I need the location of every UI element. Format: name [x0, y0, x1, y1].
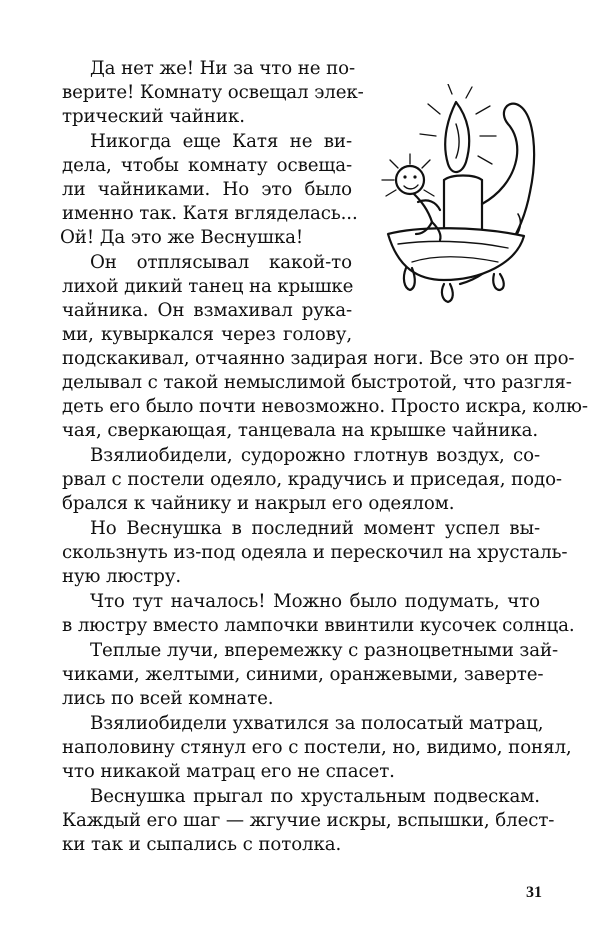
text-line: Каждый его шаг — жгучие искры, вспышки, блест-: [62, 810, 555, 831]
text-line: Веснушка прыгал по хрустальным подвескам.: [90, 786, 540, 807]
text-line: наполовину стянул его с постели, но, видимо, понял,: [62, 737, 572, 758]
text-line: Да нет же! Ни за что не по-: [90, 58, 356, 79]
text-line: брался к чайнику и накрыл его одеялом.: [62, 493, 455, 514]
text-line: делывал с такой немыслимой быстротой, что разгля-: [62, 372, 572, 393]
text-line: Он отплясывал какой-то: [90, 252, 352, 273]
text-line: рвал с постели одеяло, крадучись и приседая, подо-: [62, 469, 562, 490]
text-line: именно так. Катя вгляделась...: [62, 203, 358, 224]
text-line: ную люстру.: [62, 566, 182, 587]
text-line: лись по всей комнате.: [62, 688, 274, 709]
text-line: скользнуть из-под одеяла и перескочил на хрусталь-: [62, 542, 568, 563]
text-line: верите! Комнату освещал элек-: [62, 82, 364, 103]
text-line: Теплые лучи, вперемежку с разноцветными зай-: [90, 640, 559, 661]
text-line: чиками, желтыми, синими, оранжевыми, заверте-: [62, 664, 544, 685]
text-line: Взялиобидели ухватился за полосатый матрац,: [90, 713, 544, 734]
text-line: Никогда еще Катя не ви-: [90, 131, 352, 152]
text-line: дела, чтобы комнату освеща-: [62, 155, 352, 176]
text-line: ми, кувыркался через голову,: [62, 324, 352, 345]
text-line: чайника. Он взмахивал рука-: [62, 300, 352, 321]
text-line: в люстру вместо лампочки ввинтили кусочек солнца.: [62, 615, 575, 636]
text-line: деть его было почти невозможно. Просто искра, колю-: [62, 396, 588, 417]
text-line: что никакой матрац его не спасет.: [62, 761, 395, 782]
candle-chandelier-illustration: [348, 84, 544, 306]
text-line: Взялиобидели, судорожно глотнув воздух, со-: [90, 445, 540, 466]
text-line: трический чайник.: [62, 106, 245, 127]
text-line: ки так и сыпались с потолка.: [62, 834, 342, 855]
text-line: Ой! Да это же Веснушка!: [60, 227, 304, 248]
text-line: чая, сверкающая, танцевала на крышке чайника.: [62, 420, 539, 441]
text-line: Но Веснушка в последний момент успел вы-: [90, 518, 540, 539]
text-line: Что тут началось! Можно было подумать, что: [90, 591, 540, 612]
text-line: лихой дикий танец на крышке: [62, 276, 354, 297]
text-line: ли чайниками. Но это было: [62, 179, 352, 200]
text-line: подскакивал, отчаянно задирая ноги. Все это он про-: [62, 348, 575, 369]
page-number: 31: [526, 884, 542, 901]
